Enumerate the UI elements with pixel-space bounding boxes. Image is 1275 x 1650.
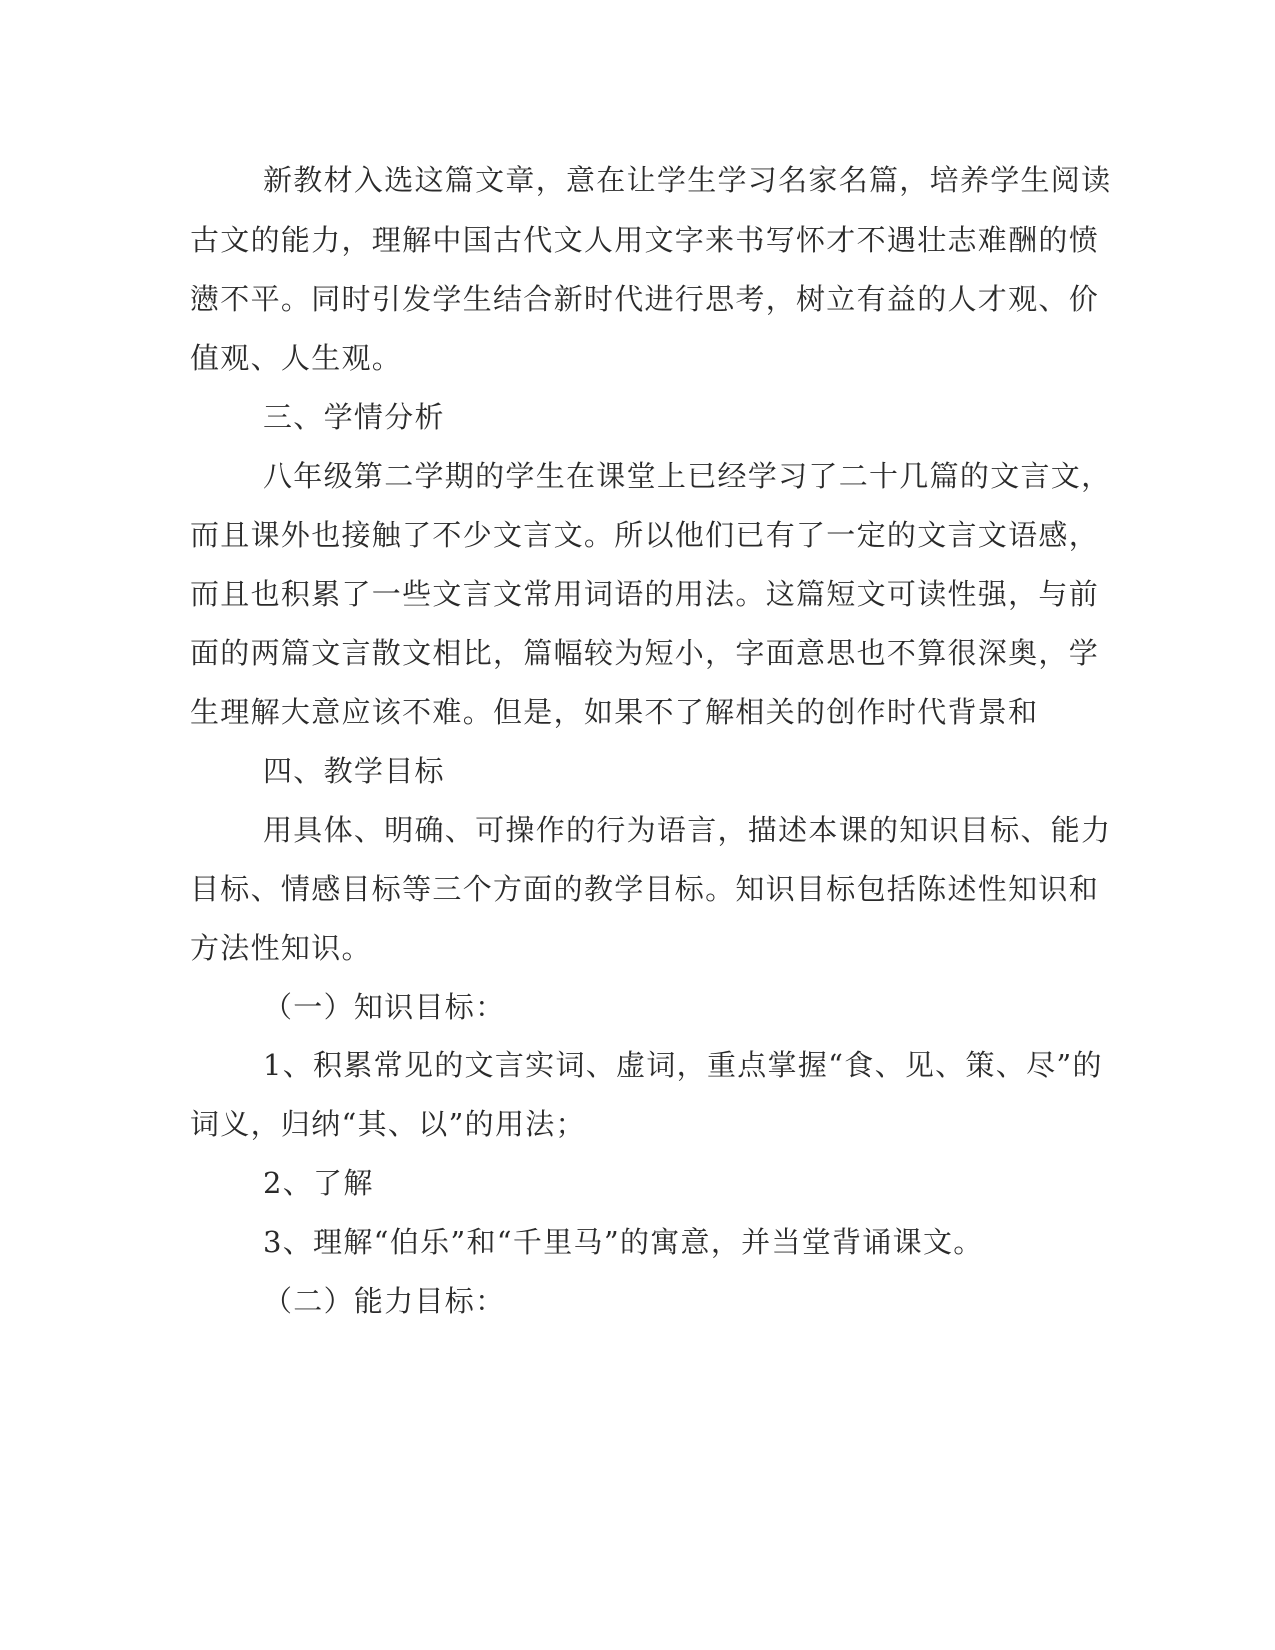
- paragraph-line: 新教材入选这篇文章，意在让学生学习名家名篇，培养学生阅读: [263, 163, 1112, 197]
- paragraph-line: 八年级第二学期的学生在课堂上已经学习了二十几篇的文言文，: [263, 459, 1112, 493]
- paragraph-line: 生理解大意应该不难。但是，如果不了解相关的创作时代背景和: [190, 695, 1039, 729]
- section-heading: 三、学情分析: [263, 400, 445, 434]
- list-item: 1、积累常见的文言实词、虚词，重点掌握“食、见、策、尽”的: [263, 1048, 1103, 1082]
- paragraph-line: 面的两篇文言散文相比，篇幅较为短小，字面意思也不算很深奥，学: [190, 636, 1100, 670]
- paragraph-line: 用具体、明确、可操作的行为语言，描述本课的知识目标、能力: [263, 813, 1112, 847]
- paragraph-line: 而且课外也接触了不少文言文。所以他们已有了一定的文言文语感，: [190, 518, 1100, 552]
- list-item-continuation: 词义，归纳“其、以”的用法；: [190, 1107, 586, 1141]
- list-item: 3、理解“伯乐”和“千里马”的寓意，并当堂背诵课文。: [263, 1225, 984, 1259]
- paragraph-line: 方法性知识。: [190, 931, 372, 965]
- section-heading: 四、教学目标: [263, 754, 445, 788]
- paragraph-line: 而且也积累了一些文言文常用词语的用法。这篇短文可读性强，与前: [190, 577, 1100, 611]
- paragraph-line: 懑不平。同时引发学生结合新时代进行思考，树立有益的人才观、价: [190, 282, 1100, 316]
- paragraph-line: 古文的能力，理解中国古代文人用文字来书写怀才不遇壮志难酬的愤: [190, 223, 1100, 257]
- list-item: 2、了解: [263, 1166, 374, 1200]
- paragraph-line: 值观、人生观。: [190, 341, 403, 375]
- subsection-heading: （二）能力目标：: [263, 1284, 506, 1318]
- subsection-heading: （一）知识目标：: [263, 990, 506, 1024]
- paragraph-line: 目标、情感目标等三个方面的教学目标。知识目标包括陈述性知识和: [190, 872, 1100, 906]
